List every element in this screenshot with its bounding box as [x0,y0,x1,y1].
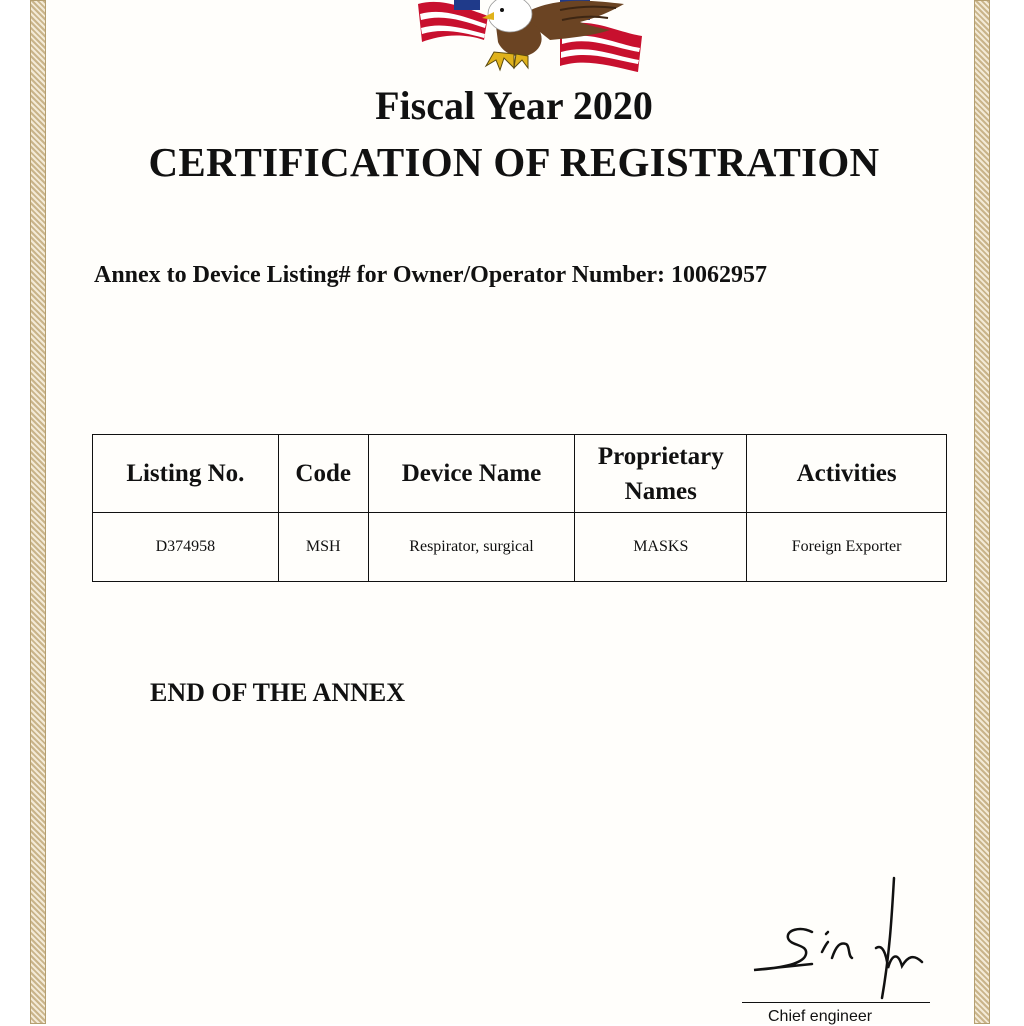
eagle-flag-emblem [410,0,646,80]
header-device-name: Device Name [368,435,575,513]
header-activities: Activities [747,435,947,513]
title-certification: CERTIFICATION OF REGISTRATION [148,139,880,185]
signature-line [742,1002,930,1003]
eagle-head [488,0,532,32]
cell-device-name: Respirator, surgical [368,513,575,582]
annex-owner-operator-line: Annex to Device Listing# for Owner/Operator Number: 10062957 [94,262,768,288]
flag-stars-left [454,0,480,10]
handwritten-signature [742,872,932,1002]
cell-activities: Foreign Exporter [747,513,947,582]
end-of-annex-text: END OF THE ANNEX [150,678,405,707]
header-listing-no: Listing No. [93,435,279,513]
title-fiscal-year: Fiscal Year 2020 [375,83,653,128]
header-proprietary-names: Proprietary Names [575,435,747,513]
cell-listing-no: D374958 [93,513,279,582]
table-row [93,513,947,582]
eagle-talons [486,52,514,70]
cell-code: MSH [278,513,368,582]
device-listing-table [92,434,947,582]
signer-title: Chief engineer [768,1008,873,1025]
table-header-row [93,435,947,513]
cell-proprietary-names: MASKS [575,513,747,582]
header-code: Code [278,435,368,513]
